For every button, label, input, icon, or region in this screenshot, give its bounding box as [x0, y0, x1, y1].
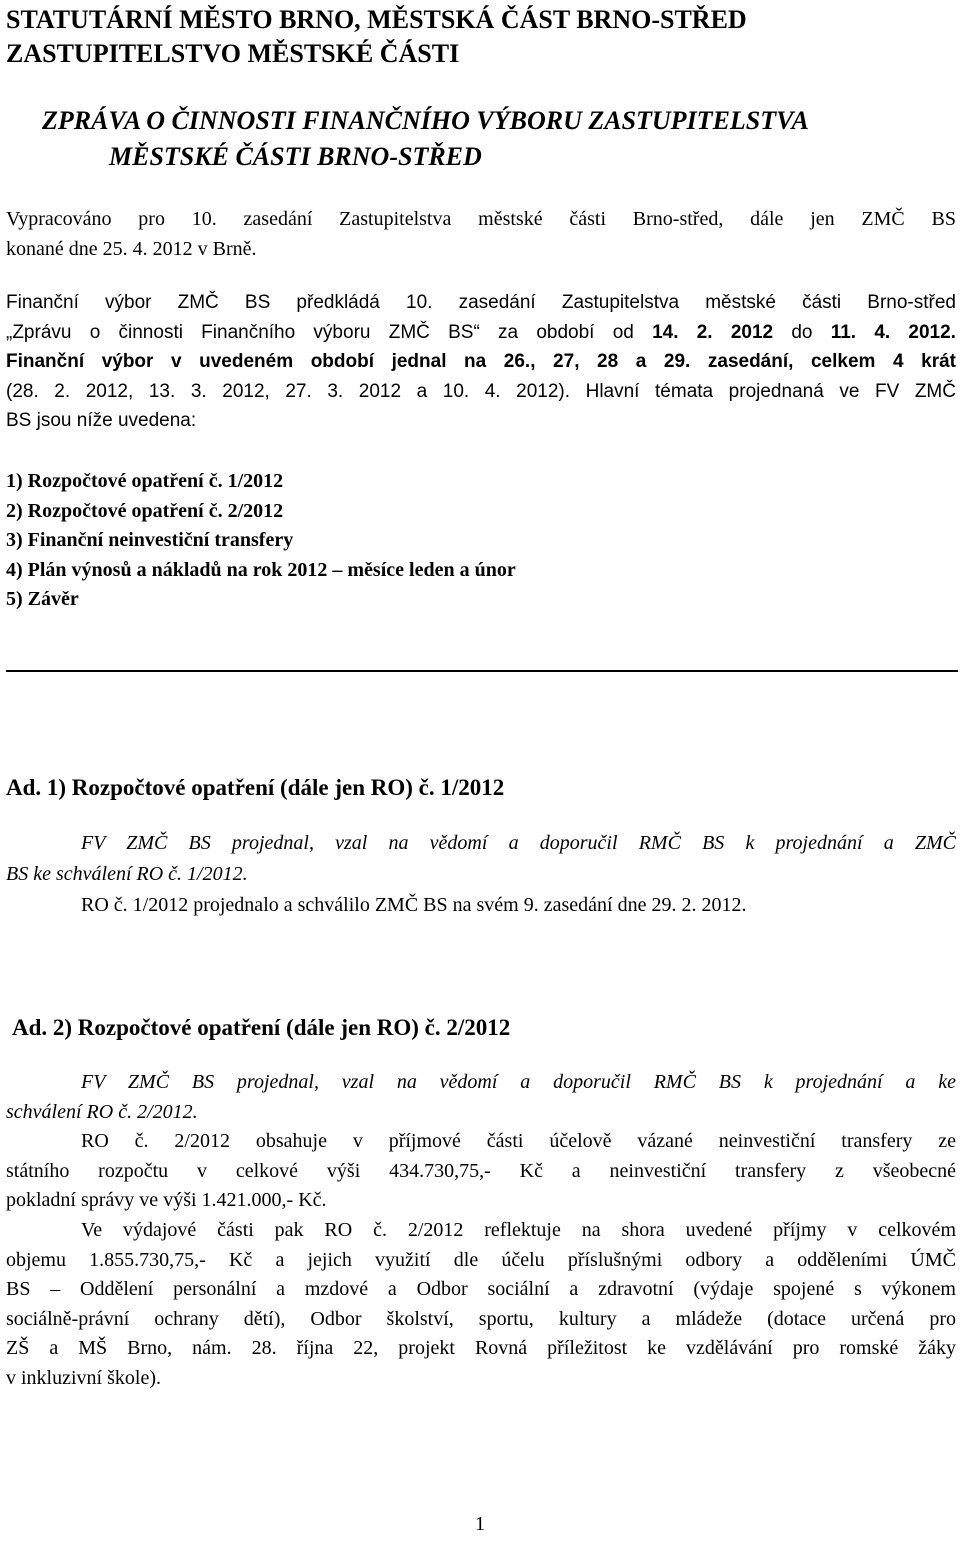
section-divider	[6, 670, 958, 672]
summary-line-3: Finanční výbor v uvedeném období jednal na 26., 27, 28 a 29. zasedání, celkem 4 krát	[6, 351, 956, 372]
header-title	[6, 3, 956, 71]
section-2-p2-line-1: Ve výdajové části pak RO č. 2/2012 reflektuje na shora uvedené příjmy v celkovém	[81, 1218, 956, 1241]
section-2-line-1: FV ZMČ BS projednal, vzal na vědomí a doporučil RMČ BS k projednání a ke	[81, 1071, 956, 1093]
section-2-heading: Ad. 2) Rozpočtové opatření (dále jen RO) č. 2/2012	[12, 1015, 511, 1040]
intro-line-2: konané dne 25. 4. 2012 v Brně.	[6, 238, 257, 260]
report-title-line-2: MĚSTSKÉ ČÁSTI BRNO-STŘED	[109, 142, 482, 171]
list-item: 2) Rozpočtové opatření č. 2/2012	[6, 499, 284, 522]
section-2-p1-line-3: pokladní správy ve výši 1.421.000,- Kč.	[6, 1189, 327, 1212]
summary-line-2: „Zprávu o činnosti Finančního výboru ZMČ BS“ za období od 14. 2. 2012 do 11. 4. 2012.	[6, 321, 956, 343]
list-item: 5) Závěr	[6, 588, 79, 610]
list-item: 4) Plán výnosů a nákladů na rok 2012 – měsíce leden a únor	[6, 558, 516, 581]
section-1-line-2: BS ke schválení RO č. 1/2012.	[6, 863, 248, 885]
section-1-body	[6, 828, 956, 921]
section-2-body	[6, 1068, 956, 1394]
summary-paragraph	[6, 288, 956, 436]
summary-line-5: BS jsou níže uvedena:	[6, 410, 197, 431]
section-2-p2-line-4: sociálně-právní ochrany dětí), Odbor školství, sportu, kultury a mládeže (dotace určená pro	[6, 1307, 956, 1330]
list-item: 3) Finanční neinvestiční transfery	[6, 529, 294, 551]
section-2-p2-line-3: BS – Oddělení personální a mzdové a Odbor sociální a zdravotní (výdaje spojené s výkonem	[6, 1278, 956, 1301]
summary-line-4: (28. 2. 2012, 13. 3. 2012, 27. 3. 2012 a 10. 4. 2012). Hlavní témata projednaná ve FV ZMČ	[6, 380, 956, 402]
page-number: 1	[475, 1513, 485, 1535]
section-1-line-1: FV ZMČ BS projednal, vzal na vědomí a doporučil RMČ BS k projednání a ZMČ	[81, 832, 956, 854]
report-title-line-1: ZPRÁVA O ČINNOSTI FINANČNÍHO VÝBORU ZASTUPITELSTVA	[42, 106, 809, 135]
section-2-p1-line-1: RO č. 2/2012 obsahuje v příjmové části účelově vázané neinvestiční transfery ze	[81, 1130, 956, 1153]
intro-line-1: Vypracováno pro 10. zasedání Zastupitelstva městské části Brno-střed, dále jen ZMČ BS	[6, 208, 956, 230]
topics-list	[6, 467, 806, 615]
section-2-p2-line-6: v inkluzivní škole).	[6, 1366, 161, 1389]
list-item: 1) Rozpočtové opatření č. 1/2012	[6, 470, 284, 492]
intro-paragraph	[6, 204, 956, 264]
section-1-line-3: RO č. 1/2012 projednalo a schválilo ZMČ BS na svém 9. zasedání dne 29. 2. 2012.	[81, 894, 747, 916]
section-2-p1-line-2: státního rozpočtu v celkové výši 434.730,75,- Kč a neinvestiční transfery z všeobecné	[6, 1159, 956, 1182]
header-line-1: STATUTÁRNÍ MĚSTO BRNO, MĚSTSKÁ ČÁST BRNO-STŘED	[6, 5, 747, 34]
summary-line-1: Finanční výbor ZMČ BS předkládá 10. zasedání Zastupitelstva městské části Brno-střed	[6, 292, 956, 313]
report-title	[42, 103, 960, 175]
section-1-heading: Ad. 1) Rozpočtové opatření (dále jen RO) č. 1/2012	[6, 775, 505, 800]
section-2-p2-line-5: ZŠ a MŠ Brno, nám. 28. října 22, projekt Rovná příležitost ke vzdělávání pro romské žáky	[6, 1337, 956, 1360]
header-line-2: ZASTUPITELSTVO MĚSTSKÉ ČÁSTI	[6, 39, 460, 68]
section-2-line-2: schválení RO č. 2/2012.	[6, 1100, 198, 1123]
section-2-p2-line-2: objemu 1.855.730,75,- Kč a jejich využití dle účelu příslušnými odbory a odděleními ÚMČ	[6, 1248, 956, 1271]
